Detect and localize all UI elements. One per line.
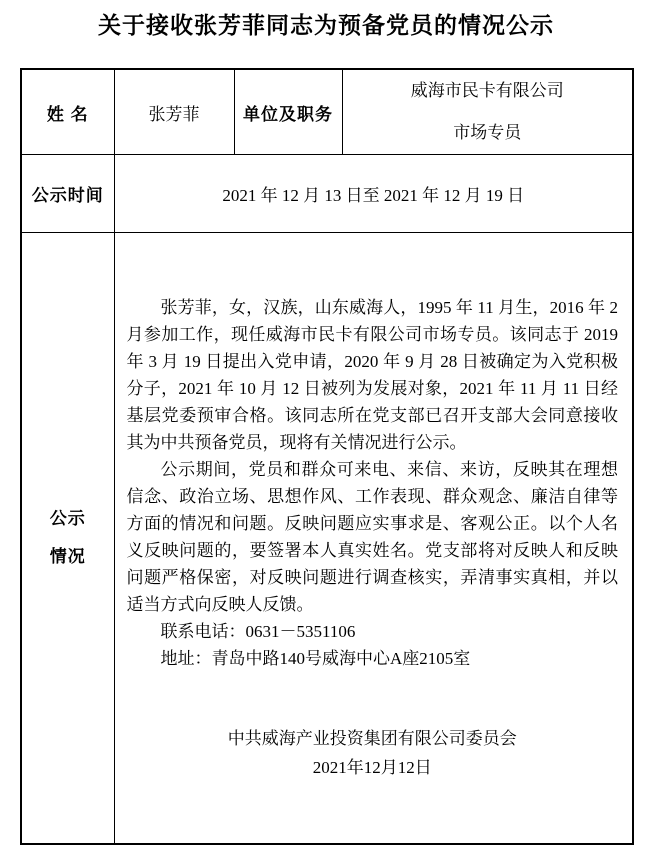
- unit-company-line: 威海市民卡有限公司: [410, 81, 564, 100]
- signature-date: 2021年12月12日: [312, 757, 432, 777]
- table-row-name: [21, 69, 633, 155]
- detail-content-cell: [114, 233, 633, 844]
- feedback-paragraph: 公示期间，党员和群众可来电、来信、来访，反映其在理想信念、政治立场、思想作风、工作表现、群众观念、廉洁自律等方面的情况和问题。反映问题应实事求是、客观公正。以个人名义反映问题的，要签署本人真实姓名。党支部将对反映人和反映问题严格保密，对反映问题进行调查核实，弄清事实真相，并以适当方式向反映人反馈。: [126, 459, 618, 614]
- contact-address-line: 地址：青岛中路140号威海中心A座2105室: [160, 648, 471, 668]
- signature-block: [127, 724, 619, 782]
- detail-label-line1: 公示: [49, 508, 86, 528]
- page-title: 关于接收张芳菲同志为预备党员的情况公示: [98, 13, 554, 38]
- contact-phone-line: 联系电话：0631－5351106: [160, 621, 356, 641]
- table-row-detail: [21, 233, 633, 844]
- signature-committee: 中共威海产业投资集团有限公司委员会: [227, 728, 517, 748]
- table-row-time: [21, 155, 633, 233]
- unit-value-cell: [342, 69, 633, 155]
- time-label-cell: 公示时间: [21, 155, 114, 233]
- detail-label-cell: [21, 233, 114, 844]
- notice-table: [20, 68, 634, 845]
- name-value-cell: 张芳菲: [114, 69, 234, 155]
- unit-position-line: 市场专员: [453, 123, 522, 142]
- detail-label-line2: 情况: [49, 546, 86, 566]
- biography-paragraph: 张芳菲，女，汉族，山东威海人，1995 年 11 月生，2016 年 2 月参加工作，现任威海市民卡有限公司市场专员。该同志于 2019 年 3 月 19 日提出入党申请，2020 年 9 月 28 日被确定为入党积极分子，2021 年 10 月 12 日被列为发展对象，2021 年 11 月 11 日经基层党委预审合格。该同志所在党支部已召开支部大会同意接收其为中共预备党员，现将有关情况进行公示。: [126, 297, 618, 452]
- name-label-cell: 姓 名: [21, 69, 114, 155]
- time-value-cell: 2021 年 12 月 13 日至 2021 年 12 月 19 日: [114, 155, 633, 233]
- unit-label-cell: 单位及职务: [234, 69, 342, 155]
